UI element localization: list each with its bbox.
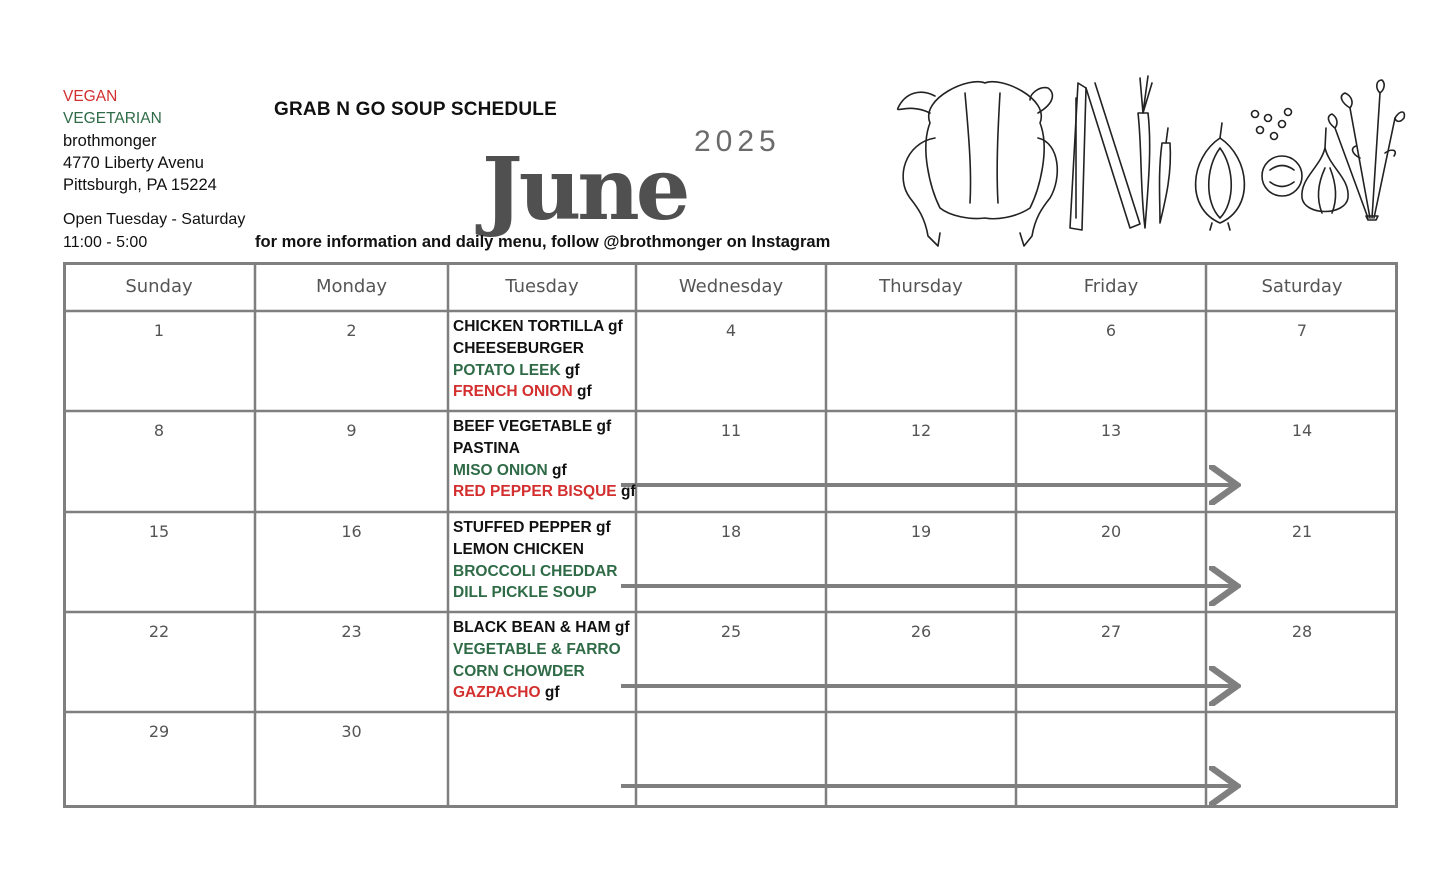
soup-item — [453, 360, 623, 382]
carrot-icon — [1138, 76, 1170, 228]
soup-name: LEMON CHICKEN — [453, 540, 584, 558]
soup-item — [453, 539, 617, 561]
gluten-free-tag: gf — [560, 361, 580, 379]
soup-item — [453, 316, 623, 338]
soup-name: BLACK BEAN & HAM — [453, 619, 611, 636]
legend-vegan: VEGAN — [63, 88, 118, 105]
date-number: 16 — [341, 522, 362, 541]
soup-item — [453, 517, 617, 539]
gluten-free-tag: gf — [603, 318, 623, 335]
date-number: 27 — [1100, 622, 1122, 641]
date-number: 11 — [720, 421, 742, 440]
soup-item — [453, 639, 630, 661]
address-line-1: 4770 Liberty Avenu — [63, 154, 204, 172]
soup-name: VEGETABLE & FARRO — [453, 640, 621, 658]
day-header-saturday: Saturday — [1261, 275, 1343, 297]
soup-name: MISO ONION — [453, 461, 548, 479]
date-number: 23 — [341, 622, 362, 641]
tuesday-menu — [453, 617, 630, 704]
soup-name: BROCCOLI CHEDDAR — [453, 562, 618, 580]
date-number: 21 — [1291, 522, 1313, 541]
soup-item — [453, 338, 623, 360]
date-number: 29 — [148, 722, 170, 741]
gluten-free-tag: gf — [610, 619, 630, 636]
info-line: for more information and daily menu, follow @brothmonger on Instagram — [255, 233, 831, 251]
garlic-icon — [1302, 128, 1348, 213]
gluten-free-tag: gf — [616, 483, 636, 501]
date-number: 13 — [1100, 421, 1122, 440]
schedule-title: GRAB N GO SOUP SCHEDULE — [274, 99, 557, 120]
soup-item — [453, 561, 617, 583]
date-number: 2 — [346, 321, 357, 340]
gluten-free-tag: gf — [540, 684, 560, 702]
soup-name: POTATO LEEK — [453, 361, 561, 379]
soup-name: BEEF VEGETABLE — [453, 418, 593, 435]
gluten-free-tag: gf — [547, 461, 567, 479]
date-number: 4 — [725, 321, 737, 340]
date-number: 18 — [720, 522, 742, 541]
herbs-icon — [1328, 80, 1404, 220]
soup-item — [453, 460, 636, 482]
calendar — [63, 262, 1398, 808]
tuesday-menu — [453, 316, 623, 403]
year: 2025 — [694, 125, 781, 158]
gluten-free-tag: gf — [572, 383, 592, 401]
legend — [63, 86, 217, 196]
soup-item — [453, 682, 630, 704]
date-number: 8 — [153, 421, 165, 440]
day-header-thursday: Thursday — [879, 275, 963, 297]
date-number: 14 — [1291, 421, 1313, 440]
day-header-friday: Friday — [1083, 275, 1139, 297]
date-number: 30 — [341, 722, 362, 741]
soup-name: CORN CHOWDER — [453, 662, 585, 680]
day-header-monday: Monday — [315, 275, 388, 297]
soup-name: GAZPACHO — [453, 684, 541, 702]
onion-icon — [1196, 123, 1245, 230]
day-header-wednesday: Wednesday — [678, 275, 784, 297]
tuesday-menu — [453, 416, 636, 503]
gluten-free-tag: gf — [592, 418, 612, 435]
celery-icon — [1070, 83, 1140, 230]
day-header-sunday: Sunday — [125, 275, 193, 297]
date-number: 26 — [910, 622, 932, 641]
soup-name: FRENCH ONION — [453, 383, 573, 401]
date-number: 20 — [1100, 522, 1122, 541]
soup-name: CHEESEBURGER — [453, 339, 584, 357]
soup-item — [453, 381, 623, 403]
hours — [63, 208, 245, 254]
vegetable-illustration — [890, 68, 1410, 258]
open-time: 11:00 - 5:00 — [63, 234, 148, 251]
date-number: 22 — [148, 622, 170, 641]
soup-item — [453, 438, 636, 460]
soup-item — [453, 416, 636, 438]
tuesday-menu — [453, 517, 617, 604]
legend-vegetarian: VEGETARIAN — [63, 110, 162, 127]
soup-name: DILL PICKLE SOUP — [453, 584, 597, 602]
soup-name: PASTINA — [453, 439, 520, 457]
soup-name: STUFFED PEPPER — [453, 519, 592, 536]
date-number: 7 — [1296, 321, 1308, 340]
soup-item — [453, 617, 630, 639]
month-title: June — [482, 139, 687, 240]
gluten-free-tag: gf — [591, 519, 611, 536]
open-days: Open Tuesday - Saturday — [63, 211, 246, 228]
date-number: 6 — [1105, 321, 1117, 340]
address-line-2: Pittsburgh, PA 15224 — [63, 176, 217, 194]
date-number: 12 — [910, 421, 932, 440]
date-number: 1 — [153, 321, 165, 340]
soup-name: CHICKEN TORTILLA — [453, 318, 604, 335]
peppercorn-icon — [1252, 109, 1303, 197]
soup-item — [453, 661, 630, 683]
soup-item — [453, 582, 617, 604]
chicken-icon — [898, 82, 1058, 246]
business-name: brothmonger — [63, 132, 157, 150]
date-number: 28 — [1291, 622, 1313, 641]
date-number: 25 — [720, 622, 742, 641]
day-header-tuesday: Tuesday — [505, 275, 579, 297]
date-number: 19 — [910, 522, 932, 541]
soup-name: RED PEPPER BISQUE — [453, 483, 617, 501]
date-number: 15 — [148, 522, 170, 541]
date-number: 9 — [346, 421, 357, 440]
soup-item — [453, 481, 636, 503]
